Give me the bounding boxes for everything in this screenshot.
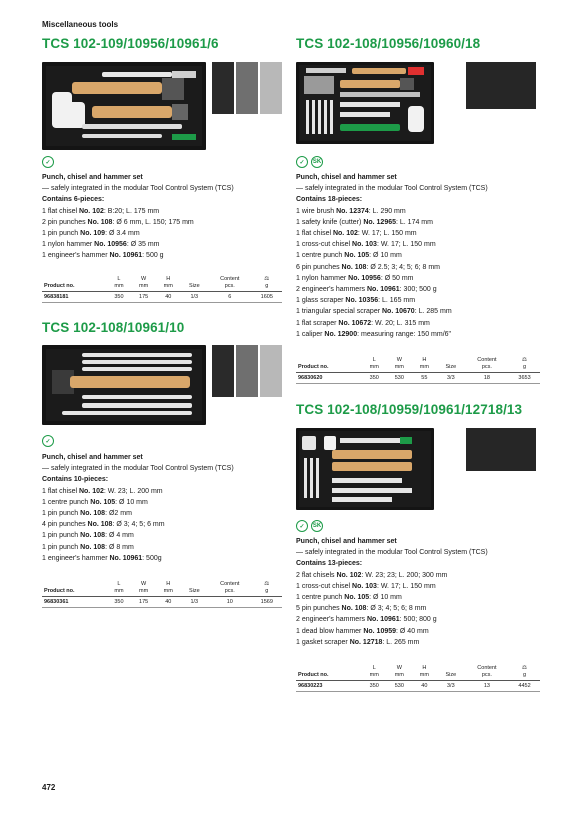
item-line: 1 safety knife (cutter) No. 12965: L. 174 mm — [296, 218, 433, 226]
col-height: H mm — [156, 275, 181, 292]
scale-icon: ⚖ — [522, 665, 527, 671]
col-weight: ⚖ g — [509, 664, 540, 681]
contents-heading: Contains 10-pieces: — [42, 476, 109, 484]
description-intro: — safely integrated in the modular Tool Control System (TCS) — [42, 465, 234, 473]
item-line: 1 pin punch No. 108: Ø2 mm — [42, 510, 132, 518]
item-line: 1 cross-cut chisel No. 103: W. 17; L. 150 mm — [296, 241, 436, 249]
col-weight: ⚖ g — [509, 356, 540, 373]
scale-icon: ⚖ — [264, 276, 270, 282]
item-line: 1 engineer's hammer No. 10961: 500g — [42, 554, 162, 562]
table-row: 96830223 350 530 40 3/3 13 4452 — [296, 681, 540, 692]
tool-tray-image — [42, 345, 206, 425]
feature-icons — [42, 435, 54, 447]
wrench-circle-icon: ✓ — [296, 520, 308, 532]
spec-table — [42, 580, 282, 608]
set-description — [296, 536, 541, 648]
wrench-circle-icon: ✓ — [296, 156, 308, 168]
col-product-no: Product no. — [296, 356, 362, 373]
color-swatches — [212, 62, 282, 114]
col-size: Size — [437, 356, 465, 373]
item-line: 1 centre punch No. 105: Ø 10 mm — [296, 252, 402, 260]
scale-icon: ⚖ — [522, 357, 527, 363]
col-width: W mm — [387, 356, 412, 373]
col-weight: ⚖ g — [252, 580, 282, 597]
section-label: Miscellaneous tools — [42, 20, 119, 29]
description-intro: — safely integrated in the modular Tool Control System (TCS) — [296, 185, 488, 193]
tool-tray-image — [42, 62, 206, 150]
item-line: 1 caliper No. 12900: measuring range: 150 mm/6" — [296, 330, 452, 338]
page-number: 472 — [42, 783, 56, 792]
table-row: 96830361 350 175 40 1/3 10 1569 — [42, 597, 282, 608]
tool-tray-illustration — [296, 62, 434, 144]
description-heading: Punch, chisel and hammer set — [42, 174, 143, 181]
description-heading: Punch, chisel and hammer set — [296, 174, 397, 181]
item-line: 1 nylon hammer No. 10956: Ø 35 mm — [42, 241, 160, 249]
description-heading: Punch, chisel and hammer set — [296, 538, 397, 545]
item-line: 2 pin punches No. 108: Ø 6 mm, L. 150; 175 mm — [42, 218, 194, 226]
table-row: 96830620 350 530 55 3/3 18 3653 — [296, 373, 540, 384]
set-title: TCS 102-108/10959/10961/12718/13 — [296, 402, 523, 417]
item-line: 1 flat scraper No. 10672: W. 20; L. 315 mm — [296, 319, 430, 327]
scale-icon: ⚖ — [264, 581, 270, 587]
col-size: Size — [437, 664, 465, 681]
col-length: L mm — [107, 275, 132, 292]
set-title: TCS 102-109/10956/10961/6 — [42, 36, 219, 51]
item-line: 1 gasket scraper No. 12718: L. 265 mm — [296, 638, 420, 646]
col-product-no: Product no. — [296, 664, 362, 681]
col-content: Content pcs. — [465, 664, 509, 681]
item-line: 2 flat chisels No. 102: W. 23; 23; L. 200; 300 mm — [296, 571, 448, 579]
item-line: 1 glass scraper No. 10356: L. 165 mm — [296, 297, 416, 305]
item-line: 1 centre punch No. 105: Ø 10 mm — [42, 498, 148, 506]
item-line: 2 engineer's hammers No. 10961: 300; 500 g — [296, 286, 437, 294]
sk-circle-icon: SK — [311, 520, 323, 532]
item-line: 1 flat chisel No. 102: W. 17; L. 150 mm — [296, 230, 417, 238]
col-width: W mm — [387, 664, 412, 681]
contents-heading: Contains 6-pieces: — [42, 196, 105, 204]
col-content: Content pcs. — [208, 275, 252, 292]
col-height: H mm — [412, 356, 437, 373]
tool-tray-image — [296, 428, 434, 510]
description-intro: — safely integrated in the modular Tool Control System (TCS) — [296, 549, 488, 557]
col-product-no: Product no. — [42, 580, 107, 597]
col-height: H mm — [156, 580, 181, 597]
item-line: 1 pin punch No. 109: Ø 3.4 mm — [42, 230, 140, 238]
item-line: 1 engineer's hammer No. 10961: 500 g — [42, 252, 164, 260]
set-description — [296, 172, 541, 340]
description-intro: — safely integrated in the modular Tool Control System (TCS) — [42, 185, 234, 193]
item-line: 1 dead blow hammer No. 10959: Ø 40 mm — [296, 627, 429, 635]
wrench-circle-icon: ✓ — [42, 156, 54, 168]
contents-heading: Contains 13-pieces: — [296, 560, 363, 568]
wrench-circle-icon: ✓ — [42, 435, 54, 447]
tool-tray-illustration — [42, 62, 206, 150]
spec-table — [296, 356, 540, 384]
color-swatch-dark — [466, 62, 536, 109]
item-line: 1 centre punch No. 105: Ø 10 mm — [296, 594, 402, 602]
col-length: L mm — [362, 356, 387, 373]
tool-tray-illustration — [42, 345, 206, 425]
col-product-no: Product no. — [42, 275, 107, 292]
table-row: 96838181 350 175 40 1/3 6 1605 — [42, 292, 282, 303]
item-line: 1 triangular special scraper No. 10670: L. 285 mm — [296, 308, 452, 316]
col-height: H mm — [412, 664, 437, 681]
feature-icons — [296, 156, 323, 168]
set-description — [42, 172, 282, 262]
set-description — [42, 452, 282, 564]
tool-tray-image — [296, 62, 434, 144]
col-weight: ⚖ g — [252, 275, 282, 292]
item-line: 4 pin punches No. 108: Ø 3; 4; 5; 6 mm — [42, 521, 165, 529]
item-line: 1 wire brush No. 12374: L. 290 mm — [296, 207, 406, 215]
item-line: 2 engineer's hammers No. 10961: 500; 800 g — [296, 616, 437, 624]
description-heading: Punch, chisel and hammer set — [42, 454, 143, 461]
color-swatch-dark — [466, 428, 536, 471]
item-line: 1 cross-cut chisel No. 103: W. 17; L. 150 mm — [296, 582, 436, 590]
col-content: Content pcs. — [465, 356, 509, 373]
color-swatches — [212, 345, 282, 397]
col-length: L mm — [362, 664, 387, 681]
set-title: TCS 102-108/10961/10 — [42, 320, 185, 335]
spec-table — [296, 664, 540, 692]
col-content: Content pcs. — [208, 580, 252, 597]
item-line: 1 pin punch No. 108: Ø 4 mm — [42, 532, 134, 540]
feature-icons — [296, 520, 323, 532]
item-line: 1 nylon hammer No. 10956: Ø 50 mm — [296, 274, 414, 282]
item-line: 1 pin punch No. 108: Ø 8 mm — [42, 543, 134, 551]
item-line: 5 pin punches No. 108: Ø 3; 4; 5; 6; 8 mm — [296, 605, 427, 613]
item-line: 1 flat chisel No. 102: W. 23; L. 200 mm — [42, 487, 163, 495]
contents-heading: Contains 18-pieces: — [296, 196, 363, 204]
col-size: Size — [181, 580, 208, 597]
set-title: TCS 102-108/10956/10960/18 — [296, 36, 481, 51]
tool-tray-illustration — [296, 428, 434, 510]
feature-icons — [42, 156, 54, 168]
col-width: W mm — [131, 275, 156, 292]
col-length: L mm — [107, 580, 132, 597]
col-size: Size — [181, 275, 208, 292]
item-line: 1 flat chisel No. 102: B:20; L. 175 mm — [42, 207, 160, 215]
spec-table — [42, 275, 282, 303]
col-width: W mm — [131, 580, 156, 597]
sk-circle-icon: SK — [311, 156, 323, 168]
item-line: 6 pin punches No. 108: Ø 2.5; 3; 4; 5; 6; 8 mm — [296, 263, 440, 271]
